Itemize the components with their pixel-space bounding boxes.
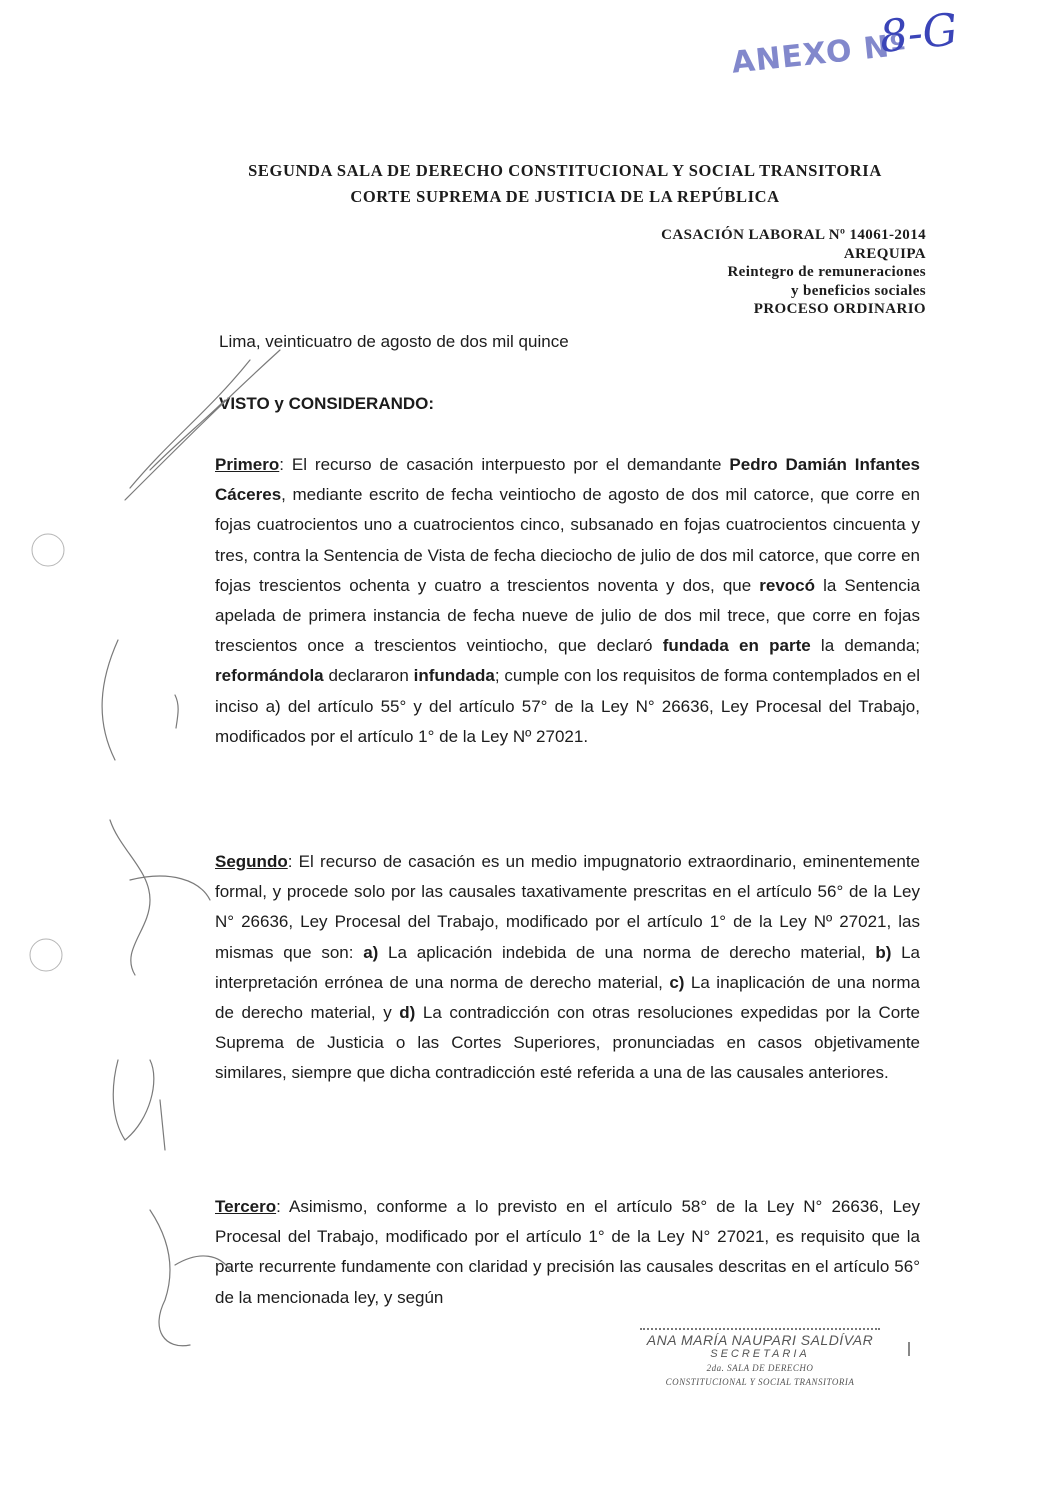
case-city: AREQUIPA — [843, 245, 926, 262]
paragraph-tercero — [215, 1192, 920, 1313]
segundo-label: Segundo — [215, 852, 288, 871]
segundo-bold: c) — [669, 972, 685, 992]
segundo-text: La interpretación errónea de una norma de derecho material, — [215, 942, 921, 992]
segundo-bold: a) — [363, 942, 379, 962]
case-process: PROCESO ORDINARIO — [753, 301, 926, 317]
annex-stamp — [728, 0, 1024, 98]
annex-stamp-printed: ANEXO Nº — [729, 27, 910, 81]
paragraph-primero — [215, 450, 920, 752]
punch-hole — [32, 534, 64, 566]
secretary-signature-stamp — [640, 1328, 880, 1389]
segundo-text: La inaplicación de una norma de derecho material, y — [215, 972, 920, 1023]
primero-text: , mediante escrito de fecha veintiocho de agosto de dos mil catorce, que corre en fojas cuatrocientos uno a cuatrocientos cinco, subsanado en fojas cuatrocientos cincuenta y tres, contra la Sentencia de Vista de fecha dieciocho de julio de dos mil catorce, que corre en fojas trescientos ochenta y cuatro a trescientos noventa y dos, que — [215, 485, 920, 595]
case-number: CASACIÓN LABORAL Nº 14061-2014 — [661, 227, 926, 243]
signature-role: SECRETARIA — [710, 1348, 810, 1360]
primero-bold: Pedro Damián Infantes Cáceres — [215, 455, 920, 505]
page-mark — [908, 1342, 910, 1356]
signature-dept-line1: 2da. SALA DE DERECHO — [706, 1363, 814, 1373]
primero-bold: reformándola — [215, 666, 324, 686]
court-header — [150, 158, 980, 210]
punch-hole — [30, 939, 62, 971]
segundo-text: : El recurso de casación es un medio impugnatorio extraordinario, eminentemente formal, y procede solo por las causales taxativamente prescritas en el artículo 56° de la Ley N° 26636, Ley Procesal del Trabajo, modificado por el artículo 1° de la Ley Nº 27021, las mismas que son: — [215, 852, 920, 962]
tercero-text: : Asimismo, conforme a lo previsto en el artículo 58° de la Ley N° 26636, Ley Procesal del Trabajo, modificado por el artículo 1° de la Ley N° 27021, es requisito que la parte recurrente fundamente con claridad y precisión las causales descritas en el artículo 56° de la mencionada ley, y según — [215, 1197, 920, 1307]
initial-stroke — [110, 820, 210, 975]
tercero-label: Tercero — [215, 1197, 277, 1216]
segundo-text: La contradicción con otras resoluciones expedidas por la Corte Suprema de Justicia o las Cortes Superiores, pronunciadas en casos objetivamente similares, siempre que dicha contradicción esté referida a una de las causales anteriores. — [215, 1003, 921, 1083]
primero-text: la Sentencia apelada de primera instancia de fecha nueve de julio de dos mil trece, que corre en fojas trescientos once a trescientos veintiocho, que declaró — [215, 575, 920, 656]
case-matter-line1: Reintegro de remuneraciones — [727, 264, 926, 280]
court-header-line2: CORTE SUPREMA DE JUSTICIA DE LA REPÚBLICA — [350, 187, 780, 206]
segundo-bold: d) — [399, 1003, 416, 1023]
primero-text: declararon — [323, 666, 414, 686]
primero-text: ; cumple con los requisitos de forma contemplados en el inciso a) del artículo 55° y del artículo 57° de la Ley N° 26636, Ley Procesal del Trabajo, modificados por el artículo 1° de la Ley Nº 27021. — [215, 666, 921, 746]
primero-bold: revocó — [759, 575, 816, 595]
case-matter-line2: y beneficios sociales — [790, 282, 926, 299]
primero-bold: infundada — [413, 666, 495, 686]
paragraph-segundo — [215, 847, 920, 1089]
visto-heading: VISTO y CONSIDERANDO: — [219, 394, 435, 413]
primero-label: Primero — [215, 455, 280, 474]
primero-text: la demanda; — [810, 636, 921, 656]
segundo-text: La aplicación indebida de una norma de derecho material, — [378, 942, 876, 962]
annex-stamp-handwritten: 8-G — [877, 4, 961, 64]
signature-dept-line2: CONSTITUCIONAL Y SOCIAL TRANSITORIA — [665, 1377, 855, 1387]
signature-name: ANA MARÍA NAUPARI SALDÍVAR — [640, 1328, 880, 1347]
initial-stroke — [102, 640, 178, 760]
case-info — [661, 226, 926, 319]
primero-bold: fundada en parte — [662, 636, 811, 656]
court-header-line1: SEGUNDA SALA DE DERECHO CONSTITUCIONAL Y SOCIAL TRANSITORIA — [248, 161, 882, 180]
date-line: Lima, veinticuatro de agosto de dos mil quince — [219, 332, 569, 351]
initial-stroke — [113, 1060, 165, 1150]
segundo-bold: b) — [875, 942, 892, 962]
primero-text: : El recurso de casación interpuesto por el demandante — [279, 455, 730, 474]
